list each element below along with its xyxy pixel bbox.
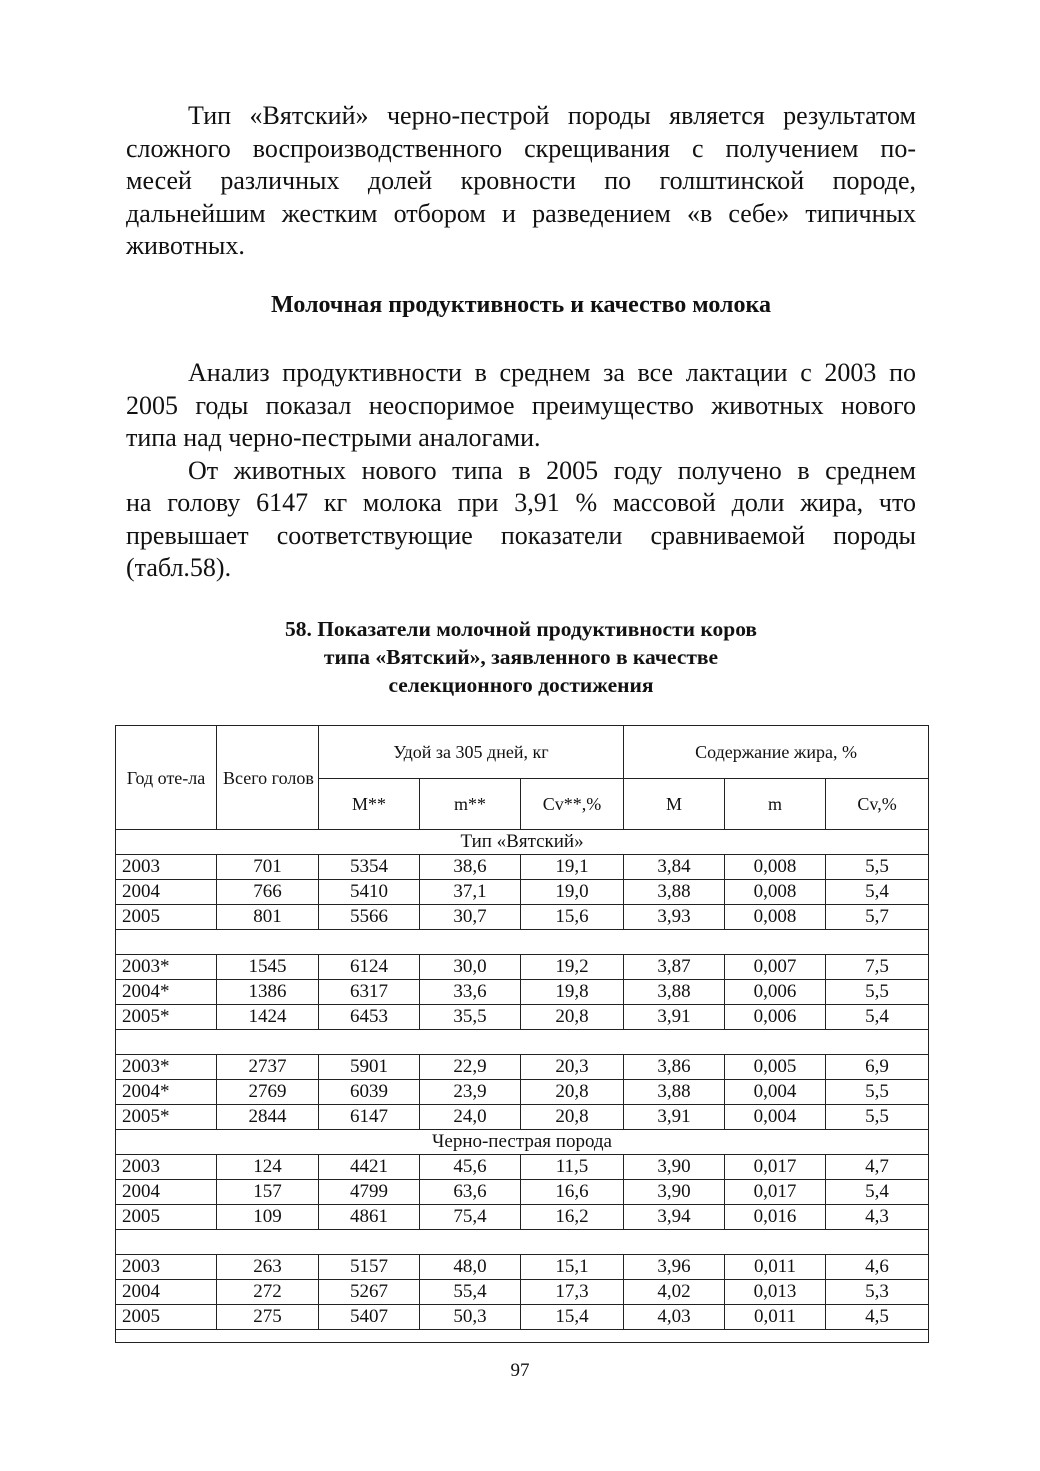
fat-error-cell: 0,011 — [725, 1255, 826, 1280]
text-line: От животных нового типа в 2005 году получено в среднем — [188, 455, 916, 485]
fat-mean-cell: 3,96 — [624, 1255, 725, 1280]
table-row — [116, 1080, 929, 1105]
fat-mean-cell: 3,84 — [624, 855, 725, 880]
year-cell: 2003 — [116, 1255, 217, 1280]
fat-mean-cell: 3,88 — [624, 880, 725, 905]
fat-error-cell: 0,006 — [725, 980, 826, 1005]
fat-cv-cell: 5,5 — [826, 980, 929, 1005]
yield-mean-cell: 5157 — [319, 1255, 420, 1280]
year-cell: 2005* — [116, 1005, 217, 1030]
fat-mean-cell: 3,94 — [624, 1205, 725, 1230]
table-row — [116, 1055, 929, 1080]
fat-error-cell: 0,005 — [725, 1055, 826, 1080]
section-label: Черно-пестрая порода — [116, 1130, 929, 1155]
fat-cv-header: Cv,% — [826, 779, 929, 830]
fat-cv-cell: 5,5 — [826, 1105, 929, 1130]
yield-cv-cell: 20,8 — [521, 1080, 624, 1105]
yield-mean-cell: 5901 — [319, 1055, 420, 1080]
yield-error-cell: 23,9 — [420, 1080, 521, 1105]
yield-mean-cell: 6317 — [319, 980, 420, 1005]
total-header: Всего голов — [217, 726, 319, 830]
fat-mean-cell: 4,03 — [624, 1305, 725, 1330]
spacer-cell — [116, 1030, 929, 1055]
spacer-cell — [116, 1230, 929, 1255]
fat-error-cell: 0,004 — [725, 1080, 826, 1105]
table-row — [116, 1180, 929, 1205]
fat-error-cell: 0,016 — [725, 1205, 826, 1230]
text-line: 2005 годы показал неоспоримое преимущество животных нового — [126, 390, 916, 420]
table-row — [116, 980, 929, 1005]
yield-error-cell: 24,0 — [420, 1105, 521, 1130]
fat-mean-header: М — [624, 779, 725, 830]
fat-error-cell: 0,011 — [725, 1305, 826, 1330]
fat-error-cell: 0,004 — [725, 1105, 826, 1130]
fat-mean-cell: 3,88 — [624, 980, 725, 1005]
spacer-row — [116, 1230, 929, 1255]
yield-mean-cell: 4421 — [319, 1155, 420, 1180]
fat-error-cell: 0,013 — [725, 1280, 826, 1305]
total-cell: 1545 — [217, 955, 319, 980]
year-cell: 2005 — [116, 1305, 217, 1330]
fat-cv-cell: 5,4 — [826, 1005, 929, 1030]
fat-cv-cell: 4,7 — [826, 1155, 929, 1180]
section-heading: Молочная продуктивность и качество молока — [271, 292, 771, 318]
section-row-vyatsky: Тип «Вятский» — [116, 830, 929, 855]
fat-cv-cell: 4,6 — [826, 1255, 929, 1280]
yield-mean-cell: 6039 — [319, 1080, 420, 1105]
total-cell: 1386 — [217, 980, 319, 1005]
fat-cv-cell: 4,3 — [826, 1205, 929, 1230]
yield-error-cell: 33,6 — [420, 980, 521, 1005]
section-row-black-pied — [116, 1130, 929, 1155]
yield-error-cell: 37,1 — [420, 880, 521, 905]
yield-error-cell: 48,0 — [420, 1255, 521, 1280]
total-cell: 801 — [217, 905, 319, 930]
text-line: животных. — [126, 231, 245, 260]
yield-cv-header: Cv**,% — [521, 779, 624, 830]
total-cell: 124 — [217, 1155, 319, 1180]
yield-error-cell: 38,6 — [420, 855, 521, 880]
fat-error-cell: 0,017 — [725, 1155, 826, 1180]
fat-cv-cell: 7,5 — [826, 955, 929, 980]
year-cell: 2003* — [116, 1055, 217, 1080]
yield-error-cell: 50,3 — [420, 1305, 521, 1330]
yield-error-cell: 45,6 — [420, 1155, 521, 1180]
fat-mean-cell: 3,93 — [624, 905, 725, 930]
yield-cv-cell: 15,4 — [521, 1305, 624, 1330]
yield-error-cell: 35,5 — [420, 1005, 521, 1030]
yield-cv-cell: 17,3 — [521, 1280, 624, 1305]
year-cell: 2004 — [116, 880, 217, 905]
table-row — [116, 1205, 929, 1230]
table-caption — [126, 615, 916, 699]
table-row — [116, 1255, 929, 1280]
total-cell: 157 — [217, 1180, 319, 1205]
fat-cv-cell: 6,9 — [826, 1055, 929, 1080]
text-line: Тип «Вятский» черно-пестрой породы является результатом — [188, 101, 916, 130]
total-cell: 2737 — [217, 1055, 319, 1080]
yield-cv-cell: 19,8 — [521, 980, 624, 1005]
total-cell: 2844 — [217, 1105, 319, 1130]
caption-line: 58. Показатели молочной продуктивности коров — [284, 617, 758, 641]
table-row — [116, 880, 929, 905]
yield-cv-cell: 16,6 — [521, 1180, 624, 1205]
total-cell: 701 — [217, 855, 319, 880]
total-cell: 2769 — [217, 1080, 319, 1105]
fat-cv-cell: 5,4 — [826, 880, 929, 905]
yield-cv-cell: 20,8 — [521, 1105, 624, 1130]
yield-mean-cell: 5407 — [319, 1305, 420, 1330]
yield-cv-cell: 19,0 — [521, 880, 624, 905]
yield-cv-cell: 19,2 — [521, 955, 624, 980]
yield-mean-header: М** — [319, 779, 420, 830]
yield-error-header: m** — [420, 779, 521, 830]
fat-error-cell: 0,008 — [725, 880, 826, 905]
productivity-table — [115, 725, 929, 1343]
year-cell: 2005* — [116, 1105, 217, 1130]
yield-cv-cell: 15,1 — [521, 1255, 624, 1280]
table-row — [116, 1105, 929, 1130]
yield-cv-cell: 15,6 — [521, 905, 624, 930]
text-line: месей различных долей кровности по голштинской породе, — [126, 166, 916, 195]
text-line: типа над черно-пестрыми аналогами. — [126, 423, 541, 452]
fat-content-header: Содержание жира, % — [624, 726, 929, 779]
yield-error-cell: 30,7 — [420, 905, 521, 930]
text-line: Анализ продуктивности в среднем за все лактации с 2003 по — [188, 358, 916, 387]
yield-error-cell: 55,4 — [420, 1280, 521, 1305]
yield-error-cell: 63,6 — [420, 1180, 521, 1205]
year-cell: 2005 — [116, 905, 217, 930]
fat-cv-cell: 5,7 — [826, 905, 929, 930]
total-cell: 1424 — [217, 1005, 319, 1030]
fat-cv-cell: 5,5 — [826, 855, 929, 880]
table-bottom-row — [116, 1330, 929, 1343]
yield-error-cell: 30,0 — [420, 955, 521, 980]
yield-cv-cell: 19,1 — [521, 855, 624, 880]
yield-mean-cell: 5354 — [319, 855, 420, 880]
fat-error-cell: 0,006 — [725, 1005, 826, 1030]
caption-line: селекционного достижения — [388, 673, 654, 697]
year-cell: 2004* — [116, 1080, 217, 1105]
table-row — [116, 855, 929, 880]
fat-cv-cell: 5,3 — [826, 1280, 929, 1305]
fat-error-header: m — [725, 779, 826, 830]
table-row — [116, 1280, 929, 1305]
table-bottom-cell — [116, 1330, 929, 1343]
milk-yield-header: Удой за 305 дней, кг — [319, 726, 624, 779]
yield-mean-cell: 4799 — [319, 1180, 420, 1205]
caption-line: типа «Вятский», заявленного в качестве — [323, 645, 719, 669]
spacer-cell — [116, 930, 929, 955]
fat-cv-cell: 4,5 — [826, 1305, 929, 1330]
text-line: (табл.58). — [126, 553, 232, 582]
fat-cv-cell: 5,5 — [826, 1080, 929, 1105]
year-cell: 2003 — [116, 1155, 217, 1180]
yield-mean-cell: 5566 — [319, 905, 420, 930]
spacer-row — [116, 1030, 929, 1055]
analysis-paragraph — [126, 357, 916, 585]
page-number: 97 — [510, 1360, 530, 1381]
year-cell: 2005 — [116, 1205, 217, 1230]
year-cell: 2004 — [116, 1280, 217, 1305]
spacer-row — [116, 930, 929, 955]
table-row — [116, 1305, 929, 1330]
year-cell: 2003 — [116, 855, 217, 880]
yield-error-cell: 22,9 — [420, 1055, 521, 1080]
year-cell: 2004* — [116, 980, 217, 1005]
fat-mean-cell: 3,90 — [624, 1180, 725, 1205]
fat-cv-cell: 5,4 — [826, 1180, 929, 1205]
yield-cv-cell: 20,8 — [521, 1005, 624, 1030]
table-row — [116, 1155, 929, 1180]
yield-mean-cell: 6124 — [319, 955, 420, 980]
text-line: на голову 6147 кг молока при 3,91 % массовой доли жира, что — [126, 488, 916, 517]
fat-mean-cell: 3,86 — [624, 1055, 725, 1080]
yield-mean-cell: 5410 — [319, 880, 420, 905]
yield-mean-cell: 4861 — [319, 1205, 420, 1230]
table-row — [116, 955, 929, 980]
total-cell: 272 — [217, 1280, 319, 1305]
yield-cv-cell: 20,3 — [521, 1055, 624, 1080]
year-cell: 2003* — [116, 955, 217, 980]
text-line: дальнейшим жестким отбором и разведением «в себе» типичных — [126, 198, 916, 228]
fat-error-cell: 0,008 — [725, 905, 826, 930]
yield-error-cell: 75,4 — [420, 1205, 521, 1230]
intro-paragraph — [126, 100, 916, 263]
yield-mean-cell: 5267 — [319, 1280, 420, 1305]
yield-cv-cell: 11,5 — [521, 1155, 624, 1180]
total-cell: 109 — [217, 1205, 319, 1230]
table-row — [116, 905, 929, 930]
table-row — [116, 1005, 929, 1030]
fat-error-cell: 0,008 — [725, 855, 826, 880]
text-line: превышает соответствующие показатели сравниваемой породы — [126, 520, 916, 550]
yield-cv-cell: 16,2 — [521, 1205, 624, 1230]
yield-mean-cell: 6147 — [319, 1105, 420, 1130]
total-cell: 766 — [217, 880, 319, 905]
total-cell: 275 — [217, 1305, 319, 1330]
fat-mean-cell: 4,02 — [624, 1280, 725, 1305]
year-header: Год оте-ла — [116, 726, 217, 830]
fat-error-cell: 0,007 — [725, 955, 826, 980]
fat-mean-cell: 3,88 — [624, 1080, 725, 1105]
text-line: сложного воспроизводственного скрещивания с получением по- — [126, 133, 916, 163]
yield-mean-cell: 6453 — [319, 1005, 420, 1030]
fat-error-cell: 0,017 — [725, 1180, 826, 1205]
year-cell: 2004 — [116, 1180, 217, 1205]
fat-mean-cell: 3,90 — [624, 1155, 725, 1180]
fat-mean-cell: 3,87 — [624, 955, 725, 980]
fat-mean-cell: 3,91 — [624, 1005, 725, 1030]
fat-mean-cell: 3,91 — [624, 1105, 725, 1130]
total-cell: 263 — [217, 1255, 319, 1280]
